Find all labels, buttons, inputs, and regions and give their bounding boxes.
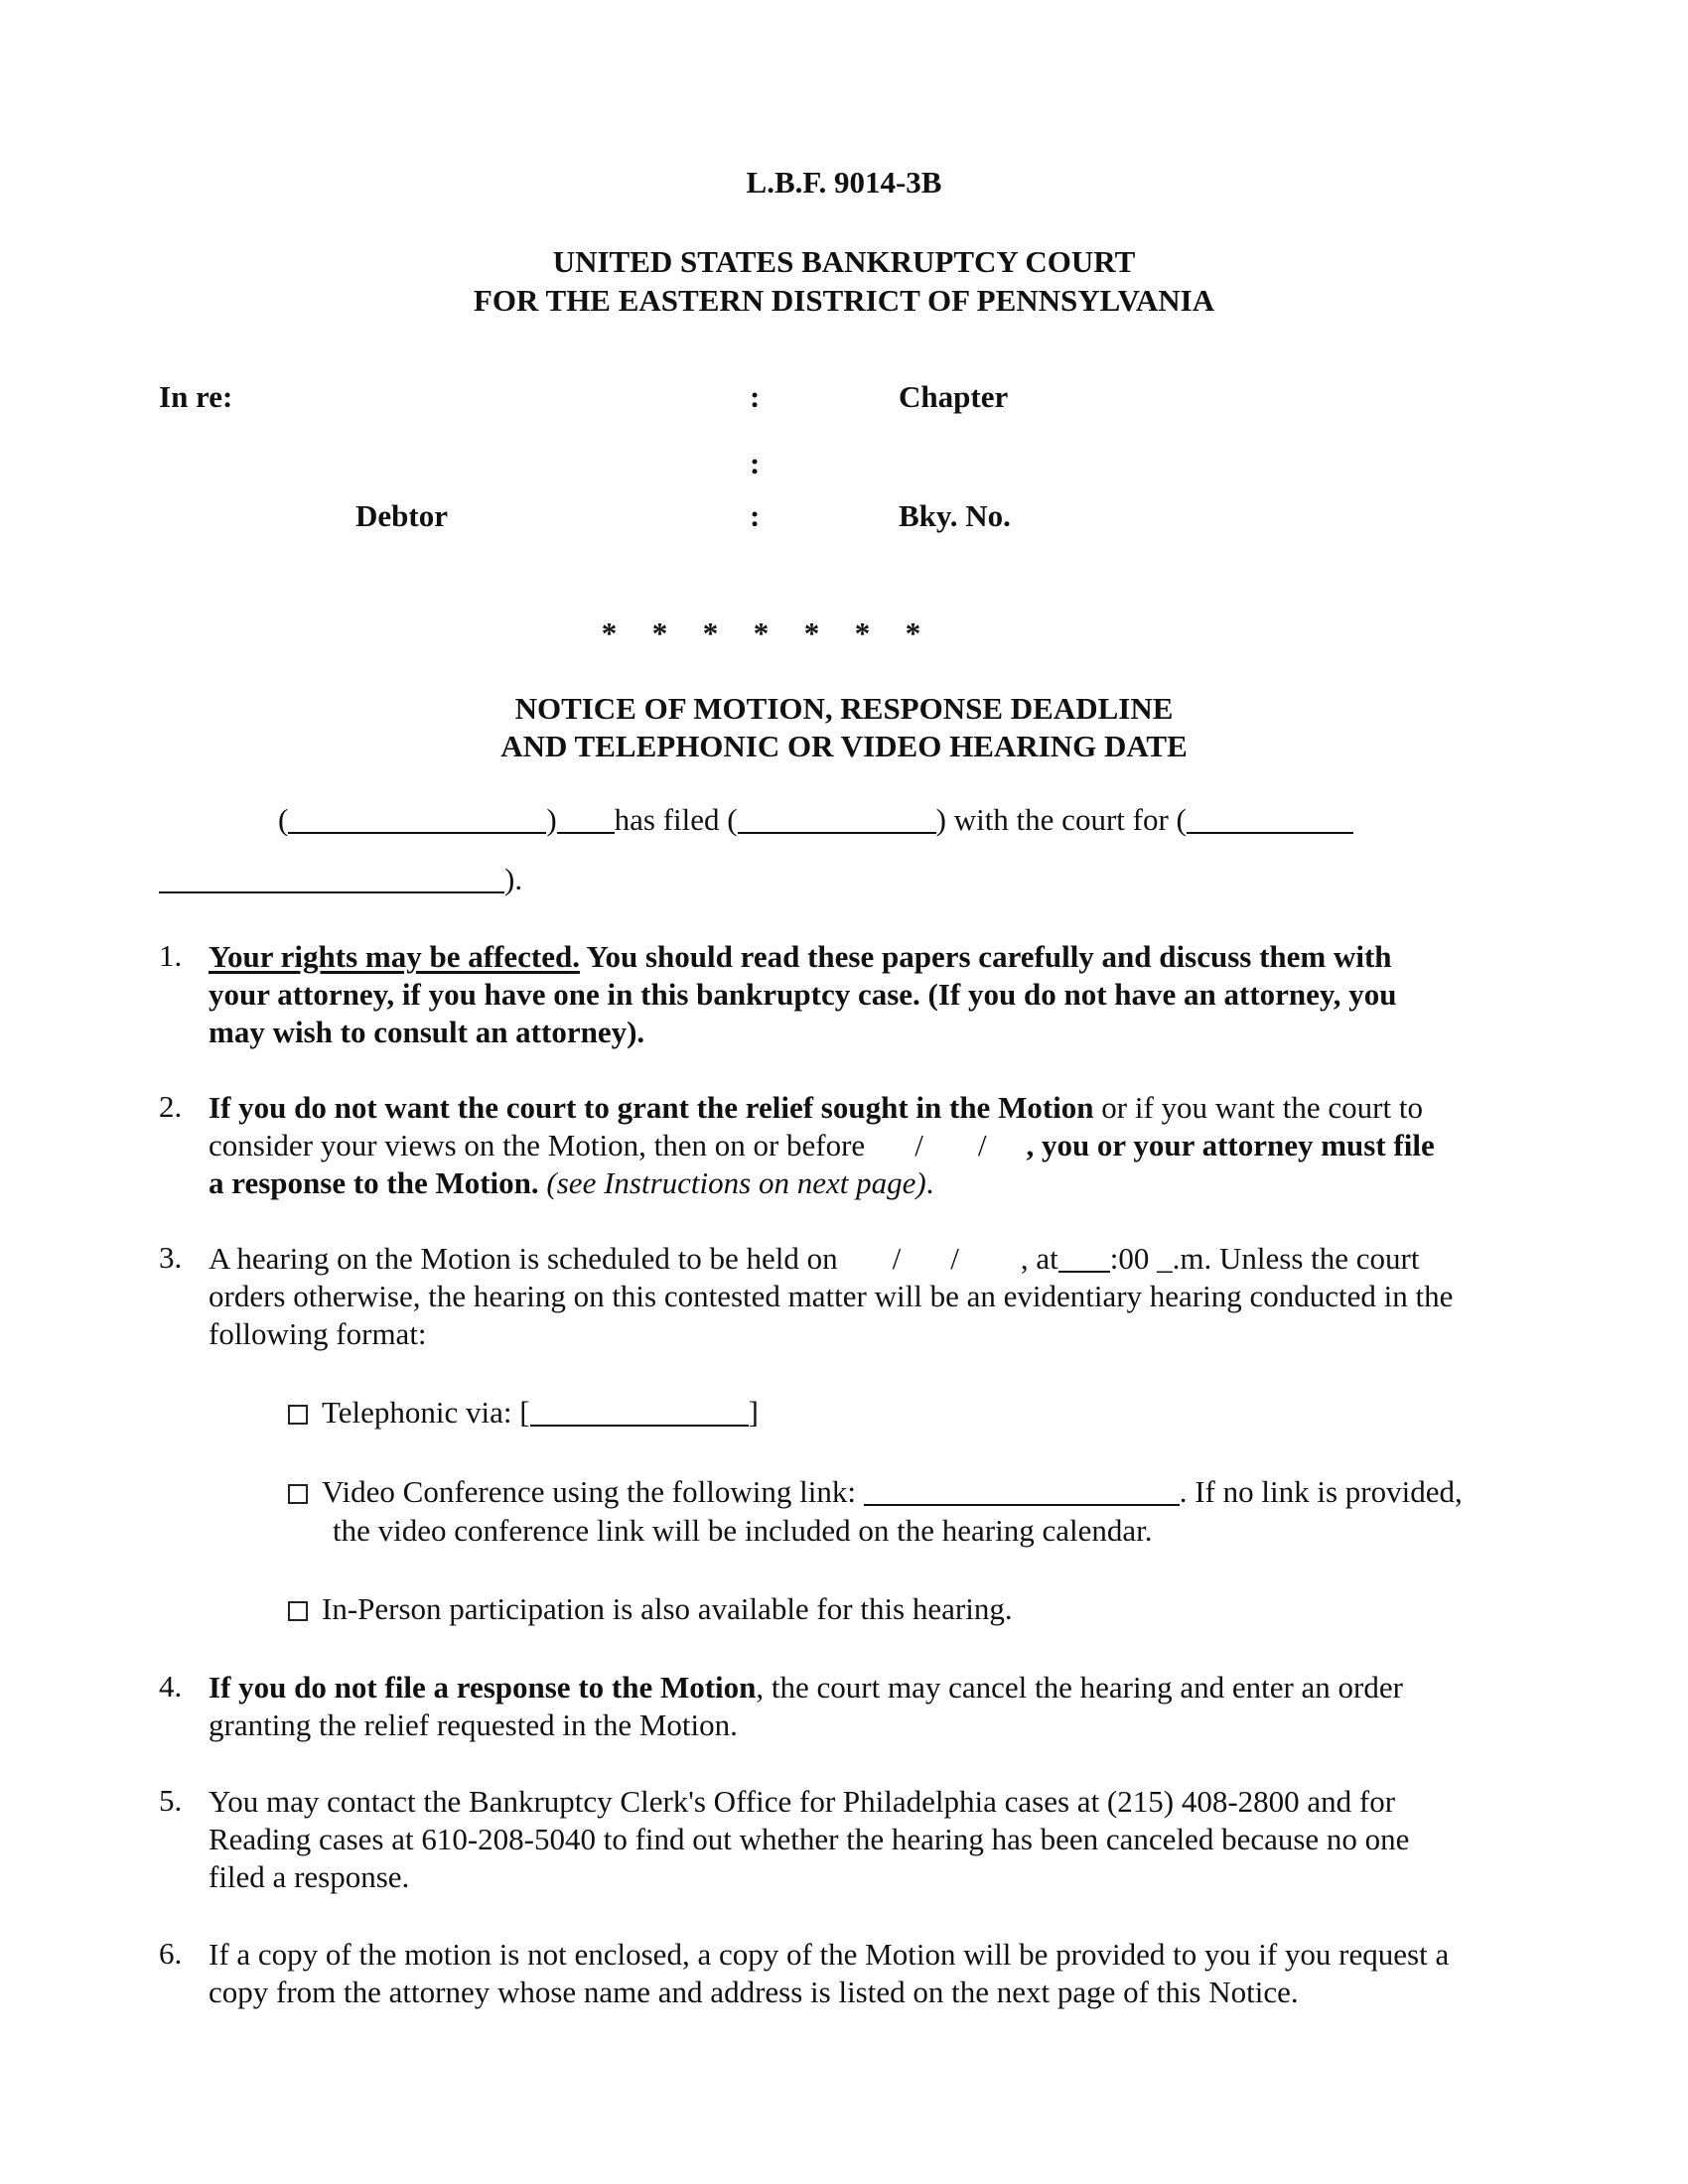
separator-star: * [753,615,770,650]
item-number: 3. [159,1240,183,1275]
open-paren: ( [278,802,289,837]
item-bold-lead: If you do not want the court to grant the relief sought in the Motion [209,1090,1094,1125]
in-person-checkbox[interactable] [288,1601,308,1621]
relief-blank-cont[interactable] [159,890,504,893]
form-id: L.B.F. 9014-3B [746,165,942,200]
has-filed-text: has filed ( [614,802,738,837]
video-label: Video Conference using the following link: [322,1474,856,1509]
date-separator: / [892,1241,902,1276]
item-text-line: may wish to consult an attorney). [209,1015,645,1049]
item-text [209,1240,1549,1353]
item-text-line: your attorney, if you have one in this bankruptcy case. (If you do not have an attorney, you [209,977,1397,1012]
video-link-blank[interactable] [864,1503,1180,1506]
relief-blank[interactable] [1187,831,1353,834]
caption-colon: : [750,379,761,414]
item-text-line: following format: [209,1316,427,1351]
caption-colon: : [750,446,761,480]
separator-star: * [905,615,921,650]
hour-blank[interactable] [1058,1270,1110,1273]
item-text-line: , the court may cancel the hearing and enter an order [756,1670,1403,1705]
item-text-line: A hearing on the Motion is scheduled to be held on [209,1241,838,1276]
item-text-line: granting the relief requested in the Motion. [209,1707,738,1742]
separator-star: * [854,615,871,650]
item-text-line: :00 _.m. Unless the court [1109,1241,1420,1276]
video-label-rest: . If no link is provided, [1179,1474,1463,1509]
item-text-line: consider your views on the Motion, then on or before [209,1128,866,1162]
separator-star: * [601,615,618,650]
item-text-line: Reading cases at 610-208-5040 to find out whether the hearing has been canceled because no one [209,1822,1410,1856]
item-text-line: or if you want the court to [1093,1090,1423,1125]
video-note: the video conference link will be included on the hearing calendar. [333,1513,1153,1548]
separator-star: * [651,615,668,650]
item-text [209,938,1549,1051]
telephonic-checkbox[interactable] [288,1405,308,1425]
video-option [288,1474,1463,1510]
court-name-line2: FOR THE EASTERN DISTRICT OF PENNSYLVANIA [473,283,1215,318]
item-text [209,1936,1549,2011]
intro-line [278,802,1353,838]
intro-end: ). [504,862,523,896]
movant-blank[interactable] [288,831,546,834]
date-separator: / [914,1128,923,1162]
notice-title-line2: AND TELEPHONIC OR VIDEO HEARING DATE [500,729,1188,763]
separator-star: * [702,615,719,650]
item-text-line: copy from the attorney whose name and address is listed on the next page of this Notice. [209,1975,1299,2009]
date-separator: / [950,1241,959,1276]
item-number: 2. [159,1089,183,1124]
date-separator: / [977,1128,987,1162]
telephonic-option [288,1395,759,1431]
item-text [209,1783,1549,1896]
caption-colon: : [750,498,761,533]
telephonic-label: Telephonic via: [ [322,1395,530,1430]
item-text-line: orders otherwise, the hearing on this contested matter will be an evidentiary hearing conducted in the [209,1279,1454,1313]
bky-no-label: Bky. No. [899,498,1011,533]
close-paren: ) [546,802,557,837]
movant-blank-tail[interactable] [557,831,615,834]
star-separator [584,615,938,651]
item-number: 5. [159,1783,183,1818]
with-court-text: ) with the court for ( [935,802,1187,837]
telephonic-blank[interactable] [530,1424,749,1427]
instructions-note: (see Instructions on next page) [546,1165,926,1200]
item-text-line: If a copy of the motion is not enclosed, a copy of the Motion will be provided to you if you request a [209,1937,1450,1972]
telephonic-bracket: ] [748,1395,759,1430]
item-text-line: You should read these papers carefully and discuss them with [579,939,1392,974]
motion-type-blank[interactable] [738,831,936,834]
video-checkbox[interactable] [288,1484,308,1504]
item-number: 6. [159,1936,183,1971]
in-person-label: In-Person participation is also available for this hearing. [322,1591,1013,1626]
item-bold-text: a response to the Motion. [209,1165,539,1200]
item-text-line: , at [1020,1241,1058,1276]
intro-line2 [159,862,522,897]
item-text [209,1669,1549,1744]
item-text [209,1089,1549,1202]
item-bold-lead: If you do not file a response to the Motion [209,1670,757,1705]
item-text-line: You may contact the Bankruptcy Clerk's Office for Philadelphia cases at (215) 408-2800 and for [209,1784,1396,1819]
notice-title-line1: NOTICE OF MOTION, RESPONSE DEADLINE [514,691,1174,726]
item-number: 4. [159,1669,183,1704]
in-person-option [288,1591,1013,1627]
item-number: 1. [159,938,183,973]
response-deadline-text: , you or your attorney must file [1026,1128,1435,1162]
rights-affected-heading: Your rights may be affected. [209,939,580,974]
court-name-line1: UNITED STATES BANKRUPTCY COURT [552,244,1136,279]
item-text-end: . [925,1165,934,1200]
chapter-label: Chapter [899,379,1009,414]
debtor-label: Debtor [355,498,448,533]
item-text-line: filed a response. [209,1859,410,1894]
separator-star: * [803,615,820,650]
in-re-label: In re: [159,379,233,414]
